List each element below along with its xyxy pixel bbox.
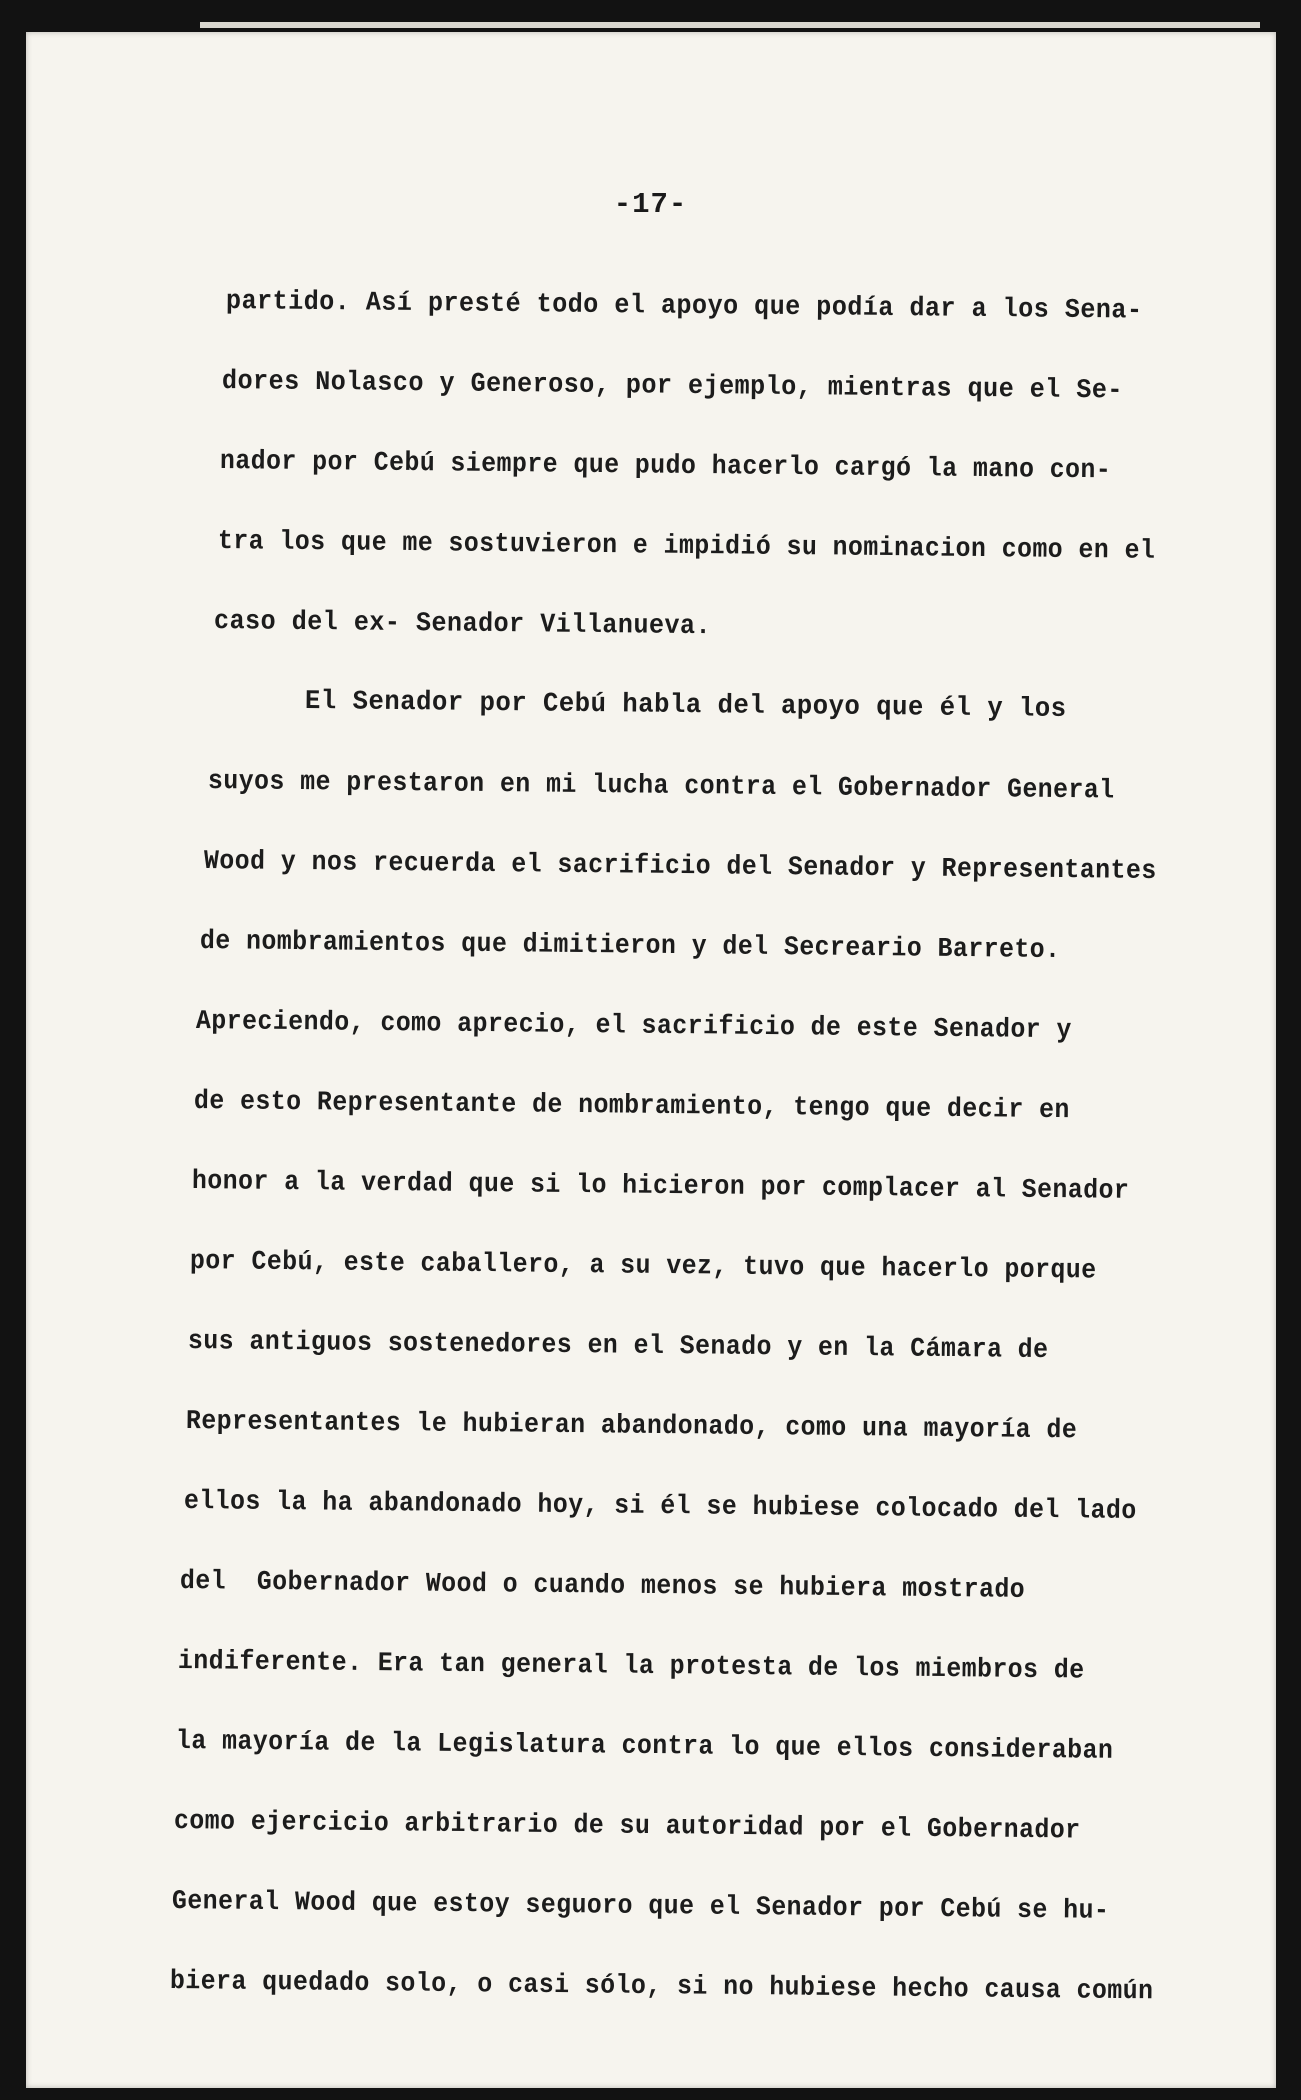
- typewritten-page: [26, 32, 1276, 2088]
- text-line: Wood y nos recuerda el sacrificio del Senador y Representantes: [203, 847, 1157, 887]
- text-line: de nombramientos que dimitieron y del Secreario Barreto.: [199, 927, 1061, 967]
- text-line: caso del ex- Senador Villanueva.: [213, 607, 712, 643]
- text-line: del Gobernador Wood o cuando menos se hubiera mostrado: [179, 1567, 1026, 1606]
- text-line: ellos la ha abandonado hoy, si él se hubiese colocado del lado: [183, 1487, 1137, 1527]
- text-line: como ejercicio arbitrario de su autoridad por el Gobernador: [173, 1807, 1081, 1847]
- text-line: sus antiguos sostenedores en el Senado y en la Cámara de: [187, 1327, 1049, 1367]
- text-line: dores Nolasco y Generoso, por ejemplo, mientras que el Se-: [221, 367, 1124, 407]
- text-line: General Wood que estoy seguoro que el Senador por Cebú se hu-: [171, 1887, 1110, 1927]
- paper-edge: [200, 22, 1260, 28]
- text-line: Apreciendo, como aprecio, el sacrificio de este Senador y: [195, 1007, 1073, 1047]
- text-line: tra los que me sostuvieron e impidió su nominacion como en el: [217, 527, 1156, 567]
- text-line: la mayoría de la Legislatura contra lo que ellos consideraban: [175, 1727, 1114, 1767]
- text-line: de esto Representante de nombramiento, tengo que decir en: [193, 1087, 1071, 1127]
- page-number: -17-: [613, 188, 688, 221]
- text-line: Representantes le hubieran abandonado, como una mayoría de: [185, 1407, 1078, 1447]
- text-line: biera quedado solo, o casi sólo, si no hubiese hecho causa común: [169, 1967, 1154, 2008]
- text-line: suyos me prestaron en mi lucha contra el Gobernador General: [207, 767, 1115, 807]
- text-line: indiferente. Era tan general la protesta de los miembros de: [177, 1647, 1085, 1687]
- text-line: El Senador por Cebú habla del apoyo que él y los: [304, 687, 1067, 725]
- text-line: nador por Cebú siempre que pudo hacerlo cargó la mano con-: [219, 447, 1112, 487]
- text-line: partido. Así presté todo el apoyo que podía dar a los Sena-: [225, 287, 1143, 327]
- text-line: honor a la verdad que si lo hicieron por complacer al Senador: [191, 1167, 1130, 1207]
- text-line: por Cebú, este caballero, a su vez, tuvo que hacerlo porque: [189, 1247, 1097, 1287]
